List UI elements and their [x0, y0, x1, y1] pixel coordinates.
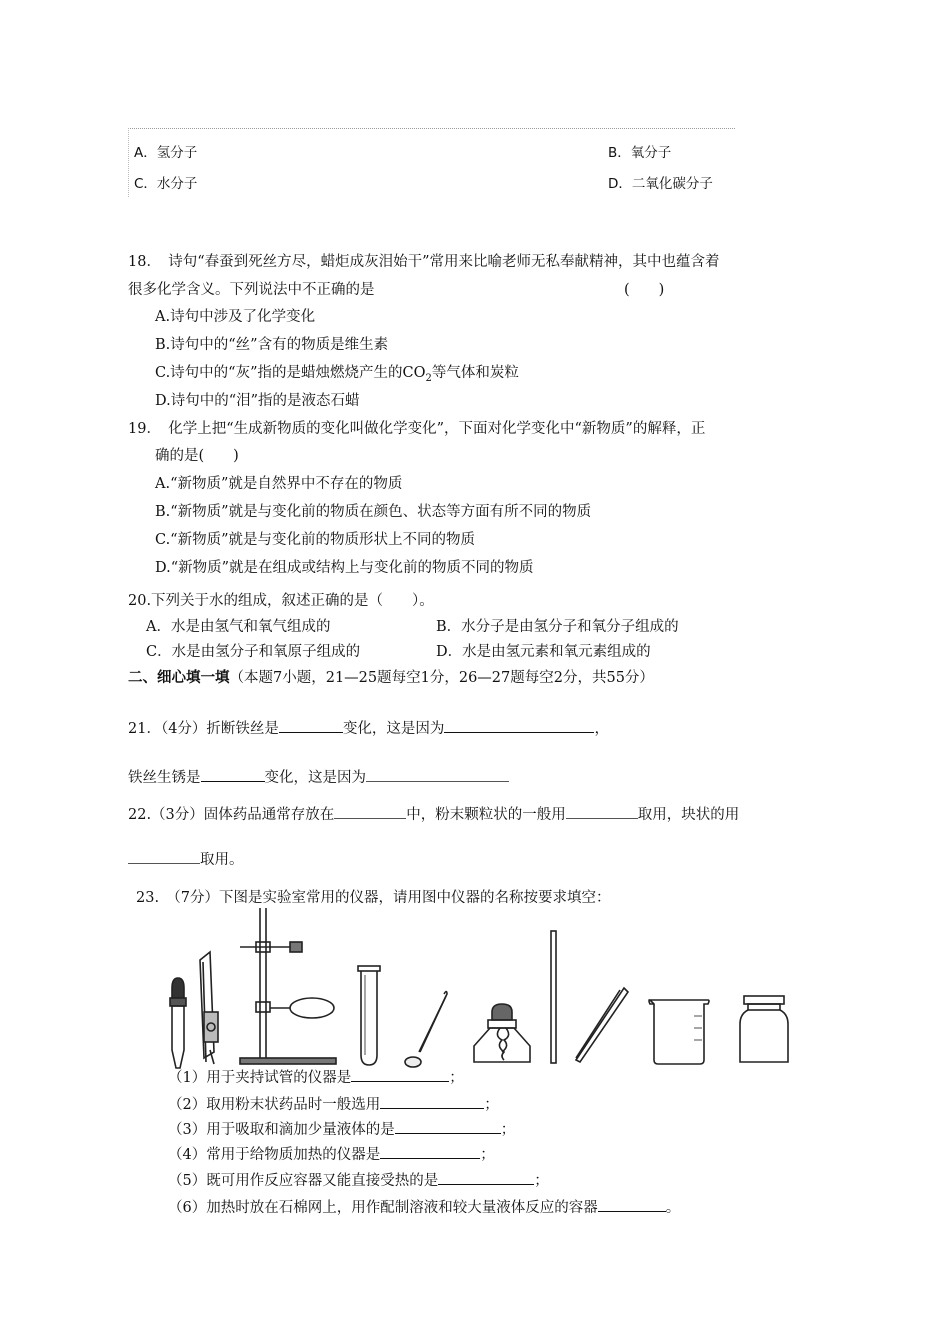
beaker-icon	[649, 1000, 709, 1064]
q19-stem-line1: 19． 化学上把“生成新物质的变化叫做化学变化”，下面对化学变化中“新物质”的解释，正	[128, 421, 706, 437]
iron-stand-icon	[240, 908, 336, 1064]
q19-option-b: B.“新物质”就是与变化前的物质在颜色、状态等方面有所不同的物质	[155, 504, 592, 520]
q18-option-c: C.诗句中的“灰”指的是蜡烛燃烧产生的$CO_2$等气体和炭粒	[155, 365, 519, 384]
tweezers-icon	[576, 988, 628, 1062]
q20-option-c: C．水是由氢分子和氧原子组成的	[146, 644, 361, 660]
q17-option-c: C．水分子	[134, 176, 198, 192]
q21-line2: 铁丝生锈是 变化，这是因为	[128, 766, 509, 787]
q23-blank-3[interactable]	[395, 1119, 501, 1134]
q22-line1: 22.（3分）固体药品通常存放在 中，粉末颗粒状的一般用 取用，块状的用	[128, 803, 739, 824]
dropper-icon	[170, 978, 186, 1068]
q21-line1: 21．（4分）折断铁丝是 变化，这是因为 ，	[128, 717, 609, 738]
q22-line2: 取用。	[128, 848, 244, 869]
q19-option-c: C.“新物质”就是与变化前的物质形状上不同的物质	[155, 532, 476, 548]
q20-option-d: D．水是由氢元素和氧元素组成的	[436, 644, 651, 660]
q19-option-a: A.“新物质”就是自然界中不存在的物质	[155, 476, 403, 492]
q19-stem-line2: 确的是( )	[155, 448, 239, 464]
q23-item-1: （1）用于夹持试管的仪器是 ；	[168, 1066, 464, 1087]
q23-blank-4[interactable]	[380, 1144, 480, 1159]
q18-answer-paren: ( )	[624, 282, 665, 298]
q23-blank-6[interactable]	[598, 1197, 666, 1212]
q20-option-a: A．水是由氢气和氧气组成的	[146, 619, 331, 635]
q18-option-d: D.诗句中的“泪”指的是液态石蜡	[155, 393, 360, 409]
q20-stem: 20.下列关于水的组成，叙述正确的是（ ）。	[128, 593, 434, 609]
q18-stem-line2: 很多化学含义。下列说法中不正确的是	[128, 282, 375, 298]
q23-blank-2[interactable]	[380, 1094, 484, 1109]
q23-blank-5[interactable]	[438, 1170, 534, 1185]
section2-heading: 二、细心填一填（本题7小题，21—25题每空1分，26—27题每空2分，共55分）	[128, 669, 654, 686]
q17-option-a: A．氢分子	[134, 145, 198, 161]
alcohol-lamp-icon	[474, 1004, 530, 1062]
test-tube-icon	[358, 966, 380, 1065]
q23-item-3: （3）用于吸取和滴加少量液体的是 ；	[168, 1118, 515, 1139]
q23-item-4: （4）常用于给物质加热的仪器是 ；	[168, 1143, 495, 1164]
q17-option-d: D．二氧化碳分子	[608, 176, 713, 192]
q18-stem-line1: 18． 诗句“春蚕到死丝方尽，蜡炬成灰泪始干”常用来比喻老师无私奉献精神，其中也蕴含着	[128, 254, 720, 270]
q18-option-a: A.诗句中涉及了化学变化	[155, 309, 316, 325]
q20-option-b: B．水分子是由氢分子和氧分子组成的	[436, 619, 679, 635]
q19-option-d: D.“新物质”就是在组成或结构上与变化前的物质不同的物质	[155, 560, 534, 576]
medicine-spoon-icon	[405, 992, 447, 1068]
q18-option-b: B.诗句中的“丝”含有的物质是维生素	[155, 337, 389, 353]
test-tube-holder-icon	[200, 952, 218, 1064]
q23-blank-1[interactable]	[351, 1067, 449, 1082]
q17-option-b: B．氧分子	[608, 145, 672, 161]
glass-rod-icon	[551, 931, 556, 1063]
q23-stem: 23. （7分）下图是实验室常用的仪器，请用图中仪器的名称按要求填空：	[136, 890, 611, 906]
reagent-bottle-icon	[740, 996, 788, 1062]
q23-item-5: （5）既可用作反应容器又能直接受热的是 ；	[168, 1169, 549, 1190]
q23-item-6: （6）加热时放在石棉网上，用作配制溶液和较大量液体反应的容器 。	[168, 1196, 680, 1217]
q23-item-2: （2）取用粉末状药品时一般选用 ；	[168, 1093, 499, 1114]
